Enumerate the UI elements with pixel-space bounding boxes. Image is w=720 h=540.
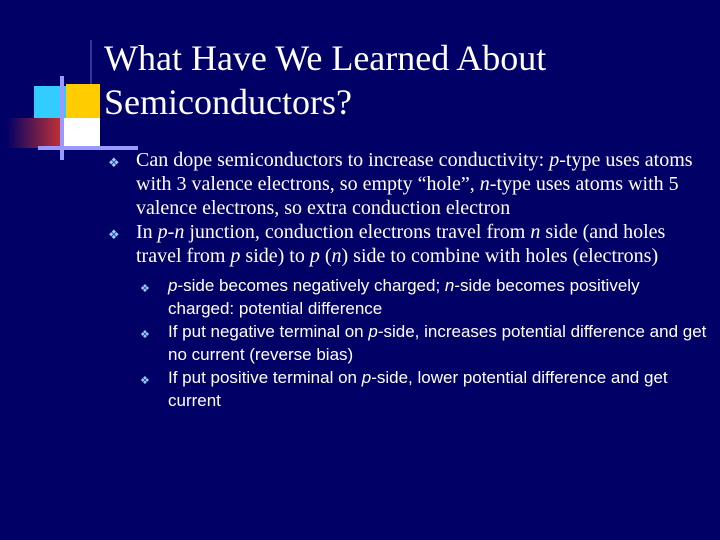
text-run: p xyxy=(368,322,378,341)
text-run: p xyxy=(309,245,320,267)
text-run: -side, increases potential difference and get no current (reverse bias) xyxy=(168,322,707,364)
text-run: p xyxy=(549,149,560,171)
text-run: -side becomes positively charged: potential difference xyxy=(168,276,640,318)
text-run: -side, lower potential difference and get current xyxy=(168,368,668,410)
decorative-red-gradient xyxy=(6,118,64,148)
bullet-diamond-icon: ❖ xyxy=(108,228,120,243)
bullet-diamond-icon: ❖ xyxy=(108,156,120,171)
text-run: If put positive terminal on xyxy=(168,368,362,387)
sub-bullet-item xyxy=(136,320,708,366)
decorative-cyan-square xyxy=(34,86,70,122)
bullet-item xyxy=(108,148,708,220)
text-run: ) side to combine with holes (electrons) xyxy=(341,245,659,267)
bullet-list xyxy=(108,148,708,412)
sub-bullet-text xyxy=(168,368,668,410)
bullet-text xyxy=(136,221,665,267)
text-run: p xyxy=(230,245,241,267)
text-run: If put negative terminal on xyxy=(168,322,369,341)
title-line-2: Semiconductors? xyxy=(104,82,352,122)
text-run: Can dope semiconductors to increase conductivity: xyxy=(136,149,550,171)
text-run: p xyxy=(361,368,372,387)
decorative-yellow-square xyxy=(66,84,100,120)
text-run: n xyxy=(479,173,490,195)
text-run: In xyxy=(136,221,158,243)
text-run: junction, conduction electrons travel from xyxy=(184,221,531,243)
sub-bullet-item xyxy=(136,274,708,320)
text-run: n xyxy=(444,276,455,295)
text-run: ( xyxy=(319,245,332,267)
text-run: -side becomes negatively charged; xyxy=(177,276,445,295)
sub-bullet-list xyxy=(136,274,708,412)
text-run: side) to xyxy=(240,245,310,267)
text-run: n xyxy=(530,221,541,243)
title-line-1: What Have We Learned About xyxy=(104,38,547,78)
sub-bullet-item xyxy=(136,366,708,412)
bullet-item xyxy=(108,220,708,412)
text-run: p-n xyxy=(157,221,185,243)
bullet-diamond-icon: ❖ xyxy=(140,282,150,295)
bullet-text xyxy=(136,149,693,219)
bullet-diamond-icon: ❖ xyxy=(140,374,150,387)
text-run: side (and holes travel from xyxy=(136,221,666,267)
decorative-white-square xyxy=(62,118,100,148)
slide-title xyxy=(104,36,704,124)
text-run: n xyxy=(331,245,342,267)
text-run: p xyxy=(168,276,178,295)
text-run: -type uses atoms with 3 valence electrons, so empty “hole”, xyxy=(136,149,693,195)
sub-bullet-text xyxy=(168,322,706,364)
bullet-diamond-icon: ❖ xyxy=(140,328,150,341)
sub-bullet-text xyxy=(168,276,640,318)
text-run: -type uses atoms with 5 valence electrons, so extra conduction electron xyxy=(136,173,679,219)
